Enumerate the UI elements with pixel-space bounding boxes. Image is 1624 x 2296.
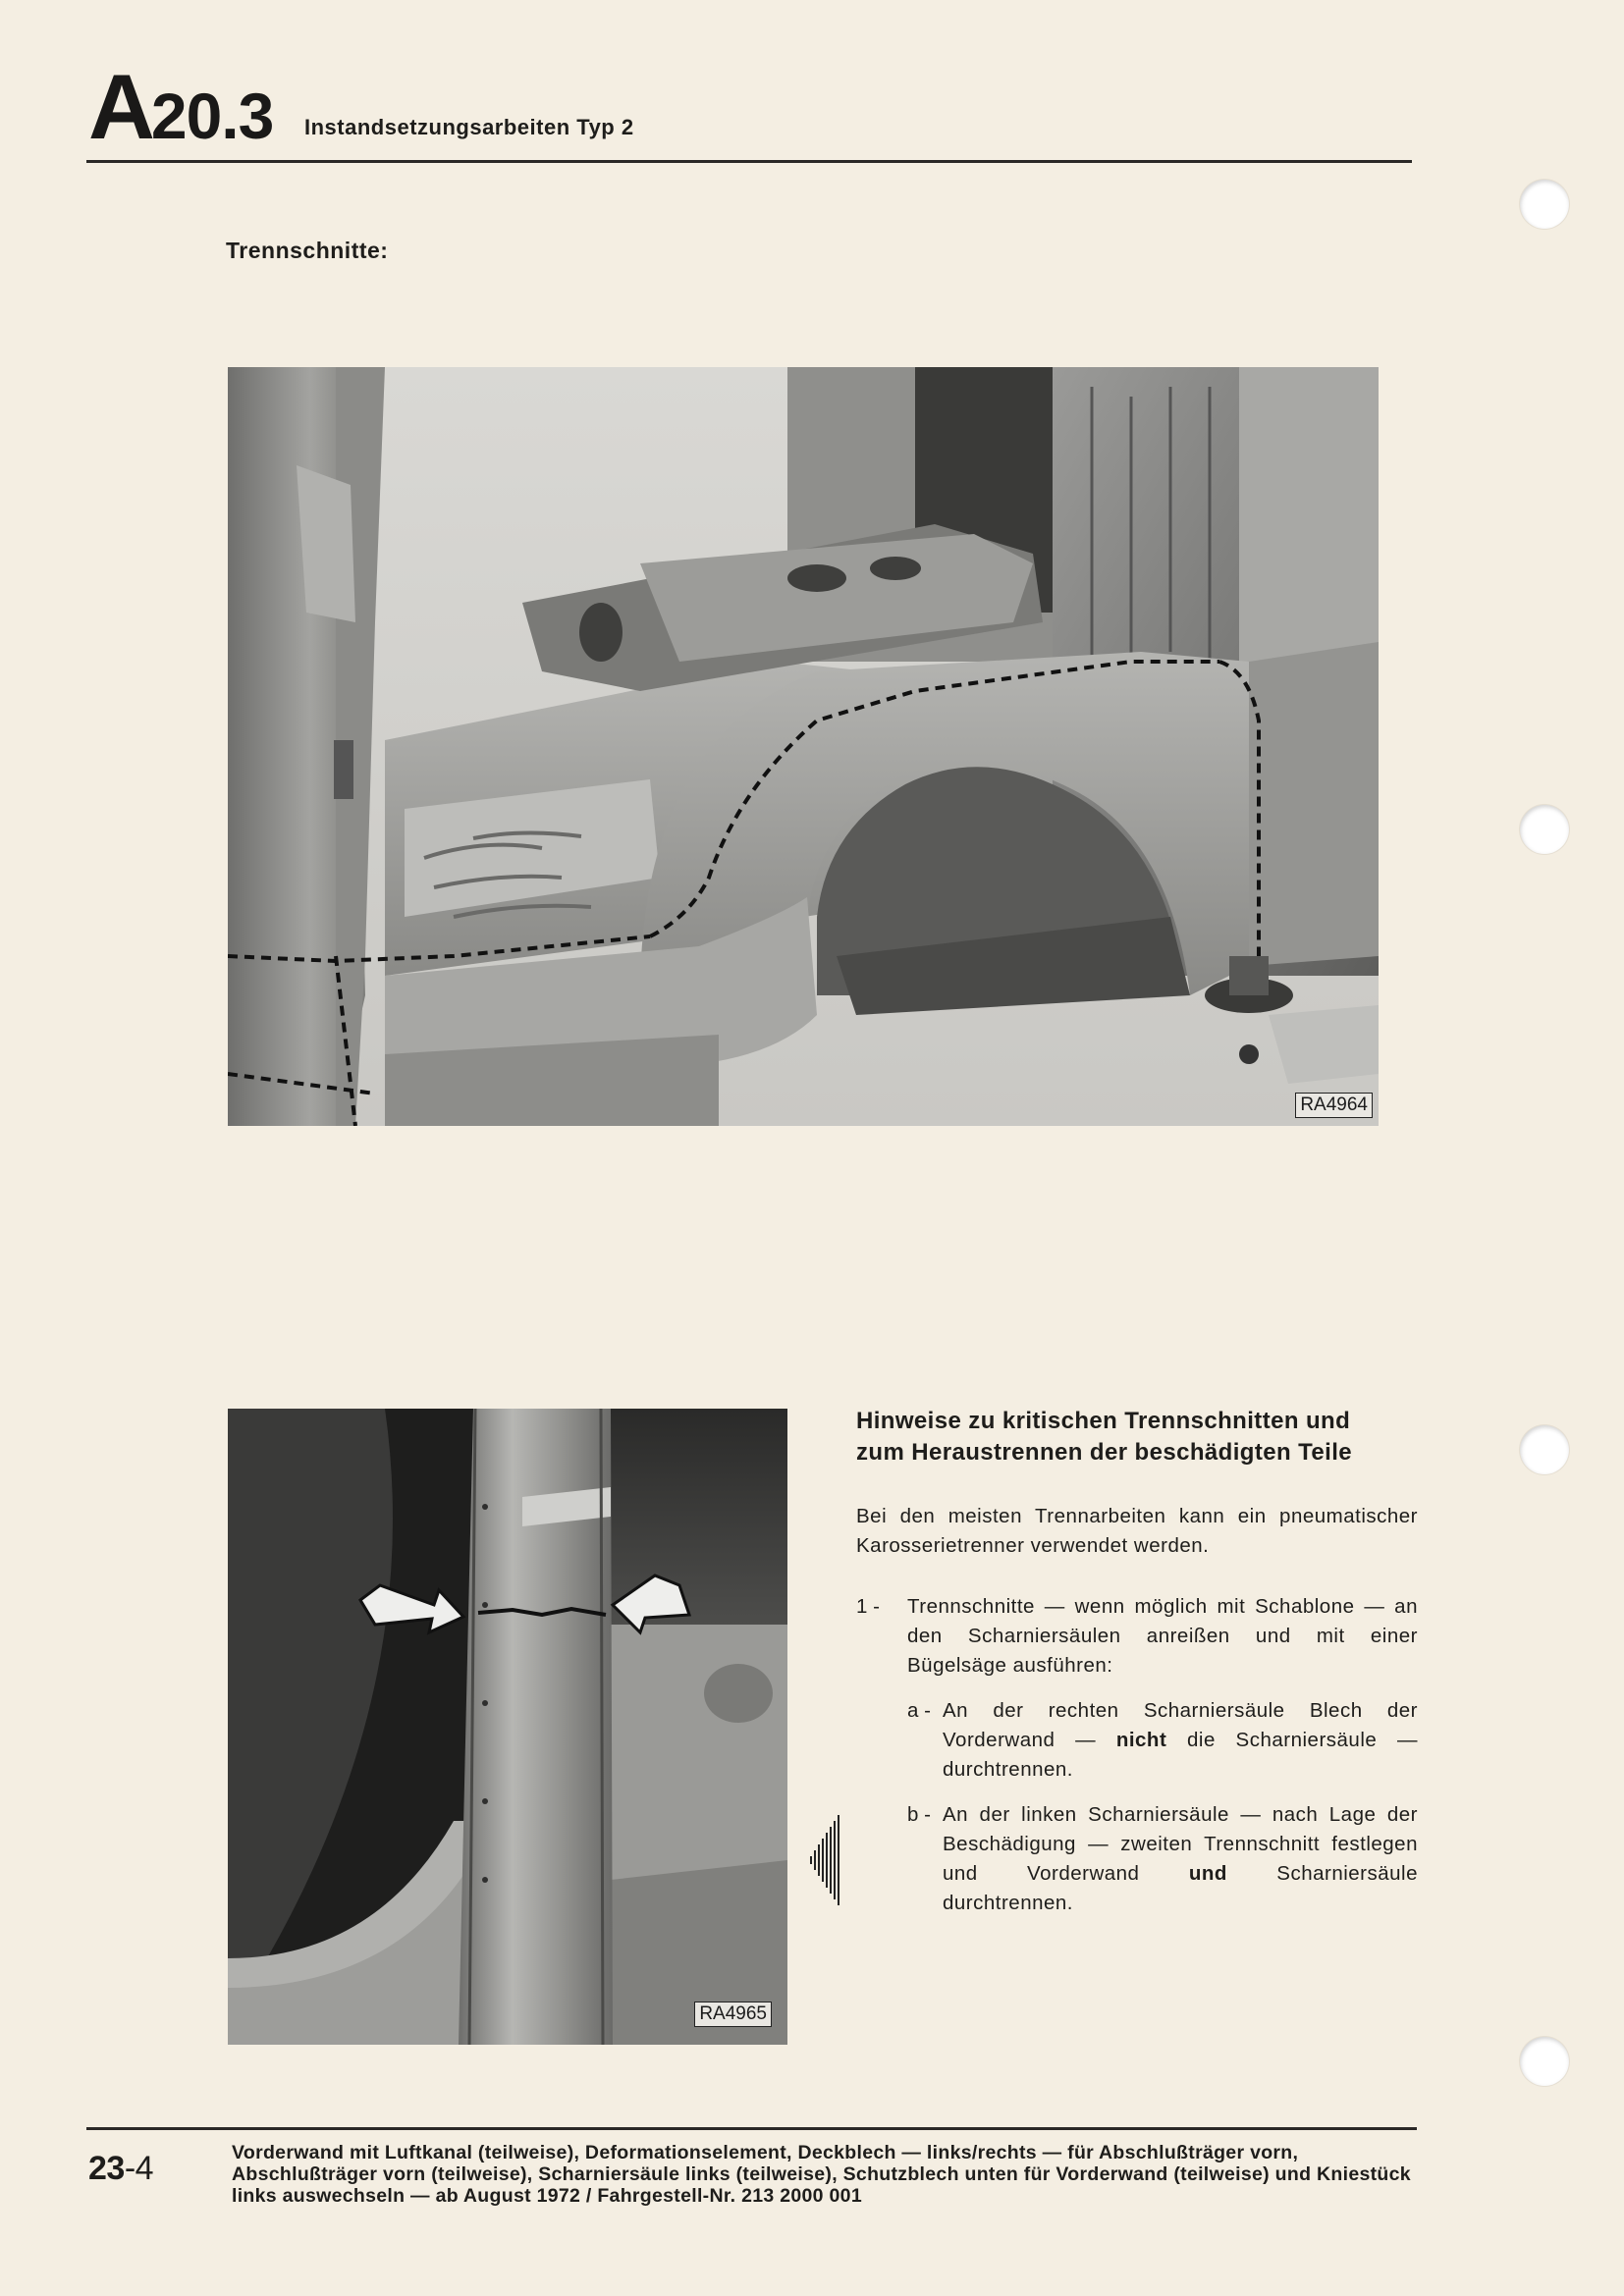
critical-cuts-notes — [856, 1406, 1418, 1918]
notes-item-b-text-after: Scharniersäule durchtrennen. — [943, 1862, 1419, 1914]
binder-hole-upper-middle — [1520, 805, 1569, 854]
header-rule — [86, 160, 1412, 163]
section-code-number: 20.3 — [150, 80, 274, 152]
section-code-letter: A — [88, 55, 151, 158]
notes-item-a — [907, 1696, 1418, 1785]
page-number-suffix: -4 — [124, 2150, 154, 2187]
notes-item-b-text-before: An der linken Scharniersäule — nach Lage der Beschädigung — zweiten Trennschnitt festlegen und Vorderwand — [943, 1803, 1418, 1885]
notes-title-line2: zum Heraustrennen der beschädigten Teile — [856, 1439, 1353, 1466]
photo-bottom-ref-label: RA4965 — [694, 2002, 772, 2027]
notes-item-a-text-after: die Scharniersäule — durchtrennen. — [943, 1729, 1418, 1781]
footer-description: Vorderwand mit Luftkanal (teilweise), Deformationselement, Deckblech — links/rechts — für Abschlußträger vorn, Abschlußträger vorn (teilweise), Scharniersäule links (teilweise), Schutzblech unten für Vorderwand (teilweise) und Kniestück links auswechseln — ab August 1972 / Fahrgestell-Nr. 213 2000 001 — [232, 2142, 1411, 2207]
notes-item-b — [907, 1800, 1418, 1918]
page-number — [88, 2150, 153, 2188]
notes-title — [856, 1406, 1418, 1468]
header-subtitle: Instandsetzungsarbeiten Typ 2 — [304, 115, 634, 139]
binder-hole-bottom — [1520, 2037, 1569, 2086]
notes-item-b-text — [943, 1800, 1418, 1918]
notes-item-a-text — [943, 1696, 1418, 1785]
section-title: Trennschnitte: — [226, 238, 389, 263]
binder-hole-lower-middle — [1520, 1425, 1569, 1474]
footer-rule — [86, 2127, 1417, 2130]
notes-item-a-marker: a - — [907, 1699, 931, 1722]
page-section: 23 — [88, 2150, 125, 2187]
notes-item-a-text-before: An der rechten Scharniersäule Blech der Vorderwand — — [943, 1699, 1418, 1751]
photo-top-ref-label: RA4964 — [1295, 1093, 1373, 1118]
notes-item-b-marker: b - — [907, 1803, 931, 1826]
notes-item-1 — [856, 1592, 1418, 1918]
photo-body-floor-cut-lines — [228, 367, 1379, 1126]
photo-hinge-pillar-cut — [228, 1409, 787, 2045]
notes-item-1-text: Trennschnitte — wenn möglich mit Schablone — an den Scharniersäulen anreißen und mit einer Bügelsäge ausführen: — [907, 1595, 1418, 1677]
binder-hole-top — [1520, 180, 1569, 229]
pointer-arrow-icon — [807, 1811, 840, 1909]
section-code — [88, 55, 274, 158]
notes-item-1-marker: 1 - — [856, 1595, 880, 1618]
notes-intro: Bei den meisten Trennarbeiten kann ein pneumatischer Karosserietrenner verwendet werden. — [856, 1505, 1418, 1557]
notes-item-b-bold: und — [1188, 1862, 1227, 1885]
notes-item-a-bold: nicht — [1115, 1729, 1167, 1751]
notes-title-line1: Hinweise zu kritischen Trennschnitten und — [856, 1408, 1351, 1434]
